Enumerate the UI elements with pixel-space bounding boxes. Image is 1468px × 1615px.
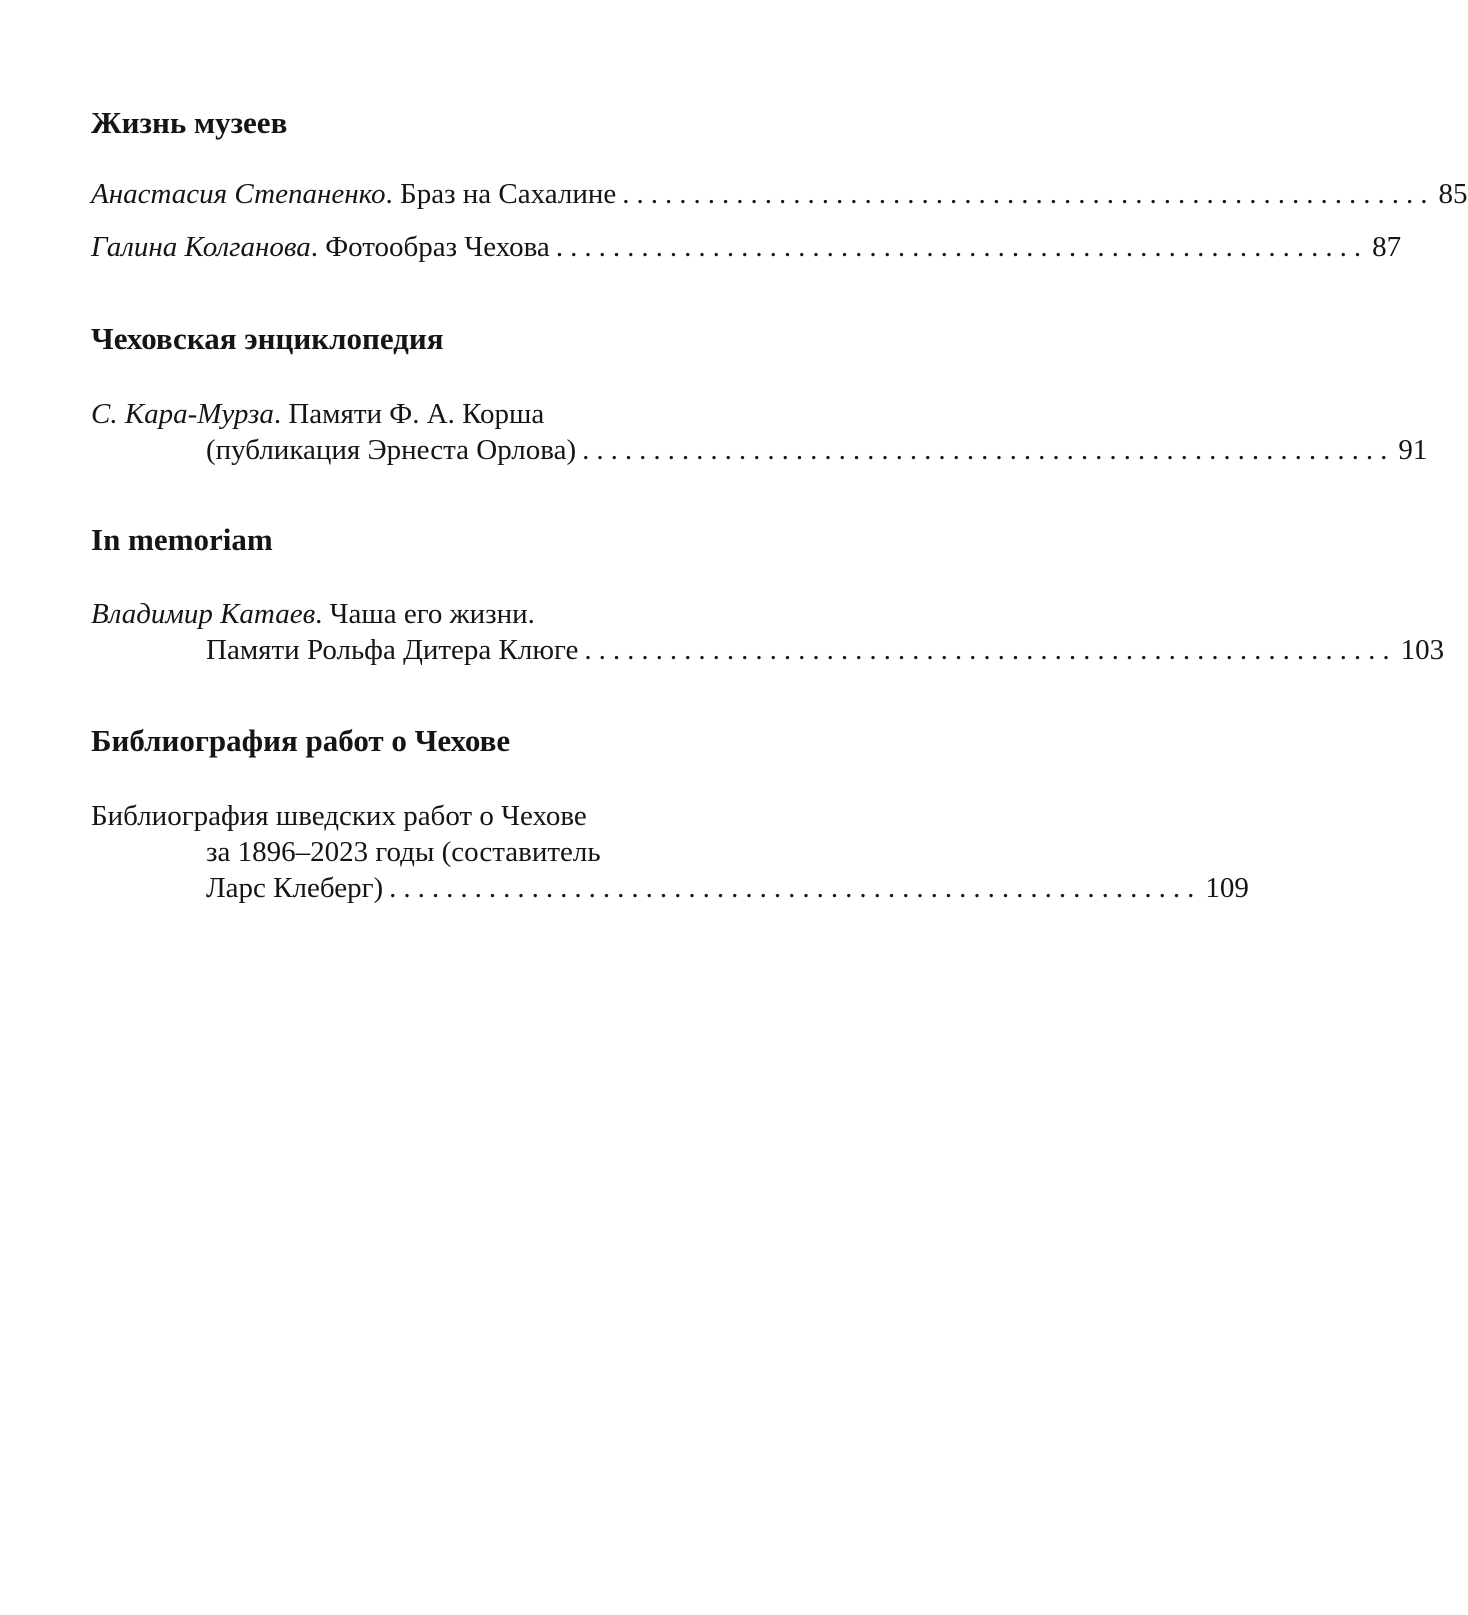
entry-page-number: 103 [1400,634,1445,666]
entry-title: Чаша его жизни. [329,598,535,630]
entry-title-continuation: Ларс Клеберг) [206,872,384,904]
toc-entry-line3[interactable] [206,869,1249,907]
entry-text [91,175,616,213]
entry-author: Галина Колганова [91,231,311,263]
author-separator: . [310,231,326,263]
entry-title-continuation: Памяти Рольфа Дитера Клюге [206,634,579,666]
dot-leader: ......................................................... [389,872,1202,904]
entry-text [91,228,550,266]
entry-author: С. Кара-Мурза [91,398,274,430]
toc-entry-line2[interactable] [206,631,1445,669]
entry-author: Анастасия Степаненко [91,178,386,210]
author-separator: . [385,178,401,210]
dot-leader: ......................................................... [584,634,1397,666]
section-title-encyclopedia: Чеховская энциклопедия [91,321,444,356]
toc-entry[interactable] [91,175,1468,213]
toc-entry-line1[interactable] [91,395,890,433]
entry-author: Владимир Катаев [91,598,316,630]
toc-entry[interactable] [91,228,1402,266]
entry-title: Библиография шведских работ о Чехове [91,800,587,832]
toc-entry-line2[interactable] [206,431,1428,469]
entry-title-continuation: (публикация Эрнеста Орлова) [206,434,577,466]
dot-leader: ......................................................... [622,178,1435,210]
entry-page-number: 87 [1372,231,1402,263]
entry-title-continuation: за 1896–2023 годы (составитель [206,836,601,868]
entry-page-number: 109 [1205,872,1249,904]
dot-leader: ......................................................... [582,434,1395,466]
toc-entry-line1[interactable] [91,797,890,835]
section-title-bibliography: Библиография работ о Чехове [91,723,511,758]
toc-entry-line1[interactable] [91,595,890,633]
author-separator: . [315,598,330,630]
entry-title: Браз на Сахалине [400,178,617,210]
section-title-museums: Жизнь музеев [91,105,288,140]
entry-page-number: 85 [1438,178,1468,210]
dot-leader: ......................................................... [555,231,1369,263]
toc-entry-line2[interactable] [206,833,890,871]
author-separator: . [273,398,289,430]
entry-title: Фотообраз Чехова [325,231,550,263]
entry-page-number: 91 [1398,434,1428,466]
section-title-in-memoriam: In memoriam [91,522,273,557]
entry-title: Памяти Ф. А. Корша [288,398,545,430]
